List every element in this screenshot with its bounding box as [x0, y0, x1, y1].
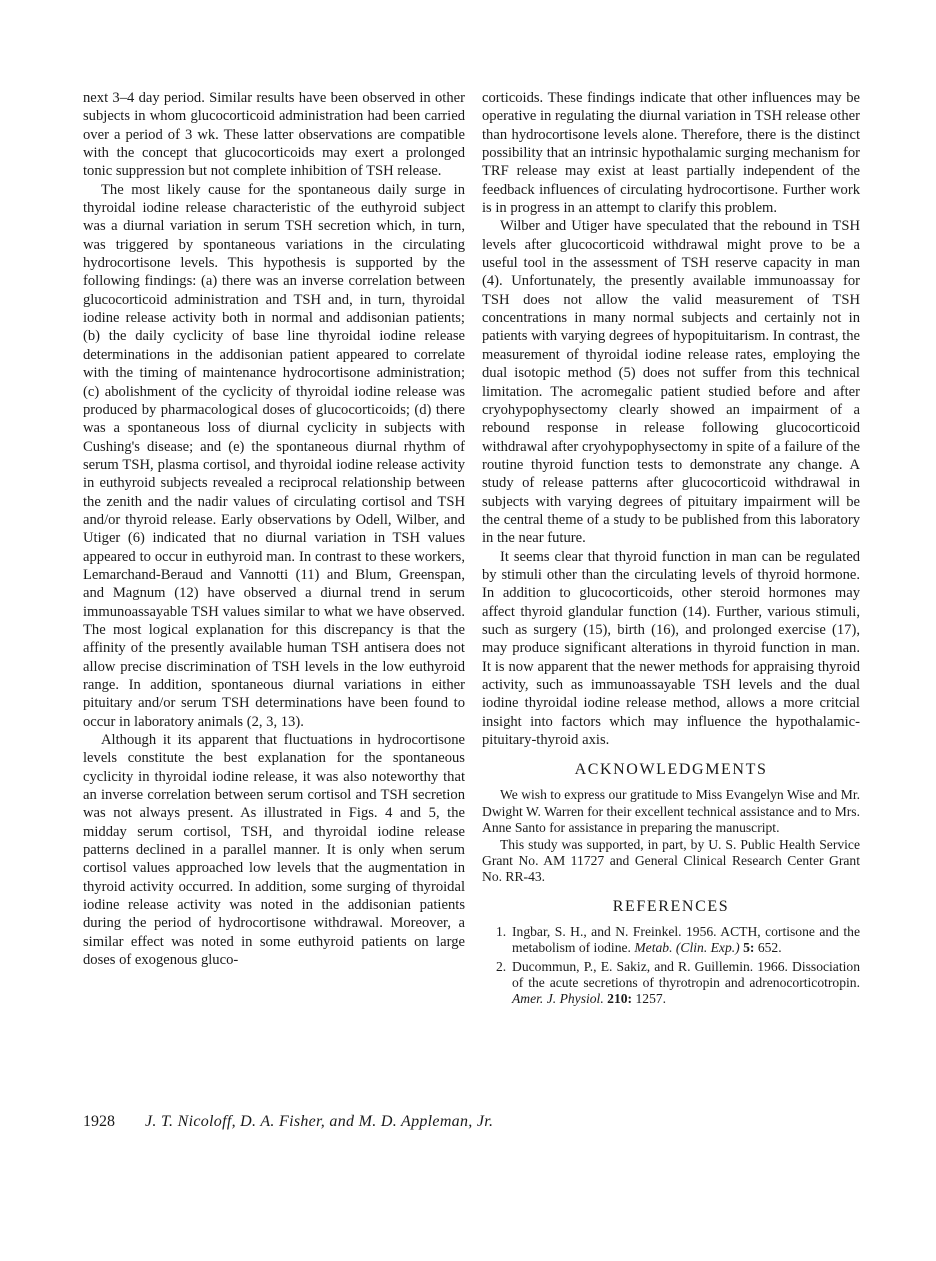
reference-number: 1. — [496, 923, 507, 939]
reference-journal: Metab. (Clin. Exp.) — [634, 940, 740, 956]
running-authors: J. T. Nicoloff, D. A. Fisher, and M. D. Appleman, Jr. — [145, 1113, 494, 1130]
reference-text: Ingbar, S. H., and N. Freinkel. 1956. ACTH, cortisone and the metabolism of iodine. — [512, 923, 860, 956]
acknowledgments-heading: ACKNOWLEDGMENTS — [574, 761, 768, 779]
left-column — [83, 89, 465, 970]
body-paragraph: next 3–4 day period. Similar results have been observed in other subjects in whom glucocorticoid administration had been carried over a period of 3 wk. These latter observations are compatible with the concept that glucocorticoids may exert a prolonged tonic suppression but not complete inhibition of TSH release. — [83, 90, 465, 180]
references-heading: REFERENCES — [612, 897, 730, 915]
reference-volume: 210: — [607, 991, 633, 1007]
right-column — [482, 89, 860, 1010]
body-paragraph: corticoids. These findings indicate that other influences may be operative in regulating the diurnal variation in TSH release other than hydrocortisone levels alone. Therefore, there is the distinct possibility that an intrinsic hypothalamic surging mechanism for TRF release may exist at least partially independent of the feedback influences of circulating hydrocortisone. Further work is in progress in an attempt to clarify this problem. — [482, 90, 860, 217]
reference-text: Ducommun, P., E. Sakiz, and R. Guillemin. 1966. Dissociation of the acute secretions of thyrotropin and adrenocorticotropin. — [512, 958, 860, 991]
body-paragraph: Wilber and Utiger have speculated that the rebound in TSH levels after glucocorticoid withdrawal might prove to be a useful tool in the assessment of TSH reserve capacity in man (4). Unfortunately, the presently available immunoassay for TSH does not allow the valid measurement of TSH concentrations in many normal subjects and certainly not in patients with varying degrees of hypopituitarism. In contrast, the measurement of thyroidal iodine release rates, employing the dual isotopic method (5) does not suffer from this technical limitation. The acromegalic patient studied before and after cryohypophysectomy clearly showed an impairment of a rebound response in release following glucocorticoid withdrawal after cryohypophysectomy in spite of a failure of the routine thyroid function tests to demonstrate any change. A study of release patterns after glucocorticoid withdrawal in subjects with varying degrees of pituitary impairment will be the central theme of a study to be published from this laboratory in the near future. — [482, 218, 860, 547]
reference-volume: 5: — [743, 940, 755, 956]
reference-item — [482, 959, 860, 1008]
reference-item — [482, 924, 860, 957]
references-list — [482, 924, 860, 1008]
acknowledgments-section — [482, 787, 860, 885]
body-paragraph: It seems clear that thyroid function in man can be regulated by stimuli other than the circulating levels of thyroid hormone. In addition to glucocorticoids, other steroid hormones may affect thyroid glandular function (14). Further, various stimuli, such as surgery (15), birth (16), and prolonged exercise (17), may produce significant alterations in thyroid function in man. It is now apparent that the newer methods for appraising thyroid activity, such as immunoassayable TSH levels and the dual iodine thyroidal iodine release method, allows a more critcial insight into factors which may influence the hypothalamic-pituitary-thyroid axis. — [482, 548, 860, 749]
body-paragraph: Although it its apparent that fluctuations in hydrocortisone levels constitute the best explanation for the spontaneous cyclicity in thyroidal iodine release, it was also noteworthy that an inverse correlation between serum cortisol and TSH secretion was not always present. As illustrated in Figs. 4 and 5, the midday serum cortisol, TSH, and thyroidal iodine release patterns declined in a parallel manner. It is only when serum cortisol values approached low levels that the augmentation in thyroid activity occurred. In addition, some surging of thyroidal iodine release activity was noted in the addisonian patients during the period of hydrocortisone withdrawal. Moreover, a similar effect was noted in some euthyroid patients on large doses of exogenous gluco- — [83, 732, 465, 969]
reference-pages: 1257. — [635, 991, 667, 1007]
reference-journal: Amer. J. Physiol. — [512, 991, 604, 1007]
page-number: 1928 — [83, 1113, 115, 1130]
acknowledgments-paragraph: This study was supported, in part, by U. S. Public Health Service Grant No. AM 11727 and General Clinical Research Center Grant No. RR-43. — [482, 836, 860, 885]
body-paragraph: The most likely cause for the spontaneous daily surge in thyroidal iodine release characteristic of the euthyroid subject was a diurnal variation in serum TSH secretion which, in turn, was triggered by spontaneous variations in the circulating hydrocortisone levels. This hypothesis is supported by the following findings: (a) there was an inverse correlation between glucocorticoid administration and TSH and, in turn, thyroidal iodine release activity both in normal and addisonian patients; (b) the daily cyclicity of base line thyroidal iodine release determinations in the addisonian patient appeared to correlate with the timing of maintenance hydrocortisone administration; (c) abolishment of the cyclicity of thyroidal iodine release was produced by pharmacological doses of glucocorticoids; (d) there was a spontaneous loss of diurnal cyclicity in subjects with Cushing's disease; and (e) the spontaneous diurnal rhythm of serum TSH, plasma cortisol, and thyroidal iodine release activity in euthyroid subjects revealed a reciprocal relationship between the zenith and the nadir values of circulating cortisol and TSH and/or thyroid release. Early observations by Odell, Wilber, and Utiger (6) indicated that no diurnal variation in TSH values appeared to occur in euthyroid man. In contrast to these workers, Lemarchand-Beraud and Vannotti (11) and Blum, Greenspan, and Magnum (12) have observed a diurnal trend in serum immunoassayable TSH values similar to what we have observed. The most logical explanation for this discrepancy is that the affinity of the presently available human TSH antisera does not allow precise discrimination of TSH levels in the low euthyroid range. In addition, spontaneous diurnal variations in either pituitary and/or serum TSH determinations have been found to occur in laboratory animals (2, 3, 13). — [83, 181, 465, 730]
reference-pages: 652. — [757, 940, 782, 956]
page-footer — [83, 1112, 883, 1132]
acknowledgments-paragraph: We wish to express our gratitude to Miss Evangelyn Wise and Mr. Dwight W. Warren for their excellent technical assistance and to Mrs. Anne Santo for assistance in preparing the manuscript. — [482, 787, 860, 836]
reference-number: 2. — [496, 958, 507, 974]
